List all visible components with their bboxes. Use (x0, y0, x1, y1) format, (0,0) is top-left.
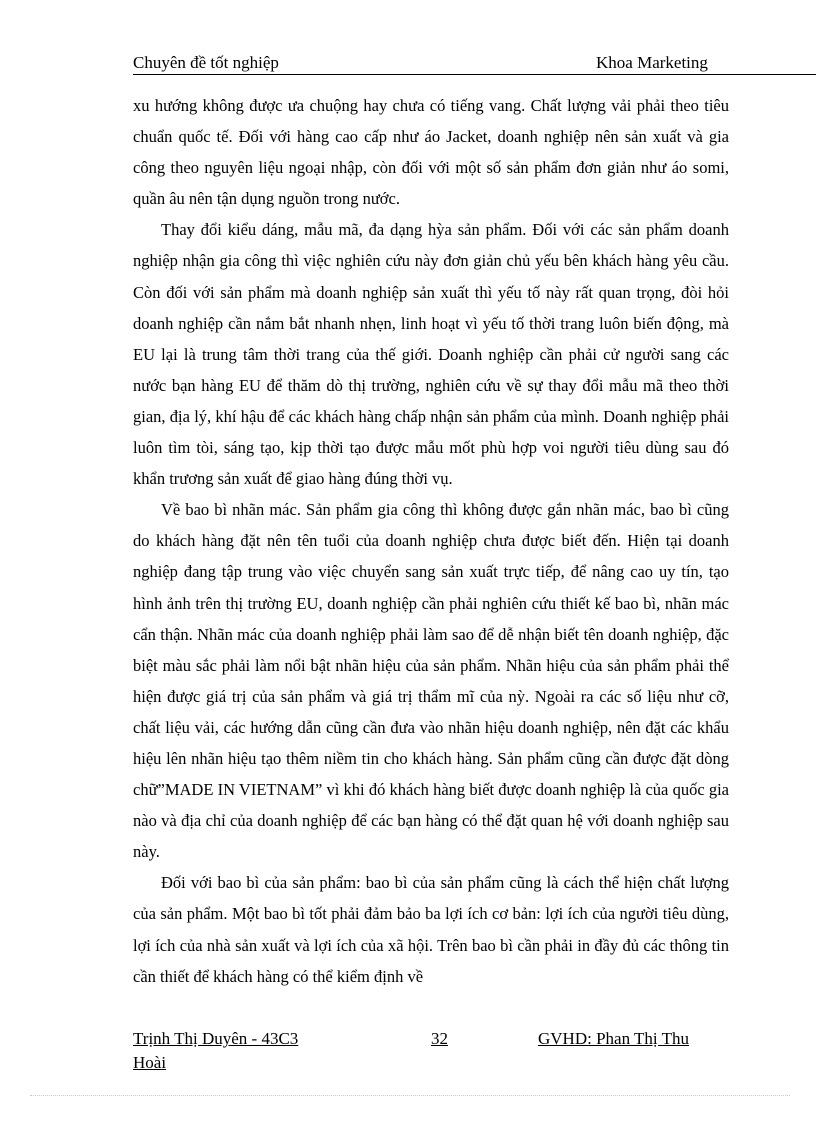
paragraph-4: Đối với bao bì của sản phẩm: bao bì của sản phẩm cũng là cách thể hiện chất lượng của sản phẩm. Một bao bì tốt phải đảm bảo ba lợi ích cơ bản: lợi ích của người tiêu dùng, lợi ích của nhà sản xuất và lợi ích của xã hội. Trên bao bì cần phải in đầy đủ các thông tin cần thiết để khách hàng có thể kiểm định về (133, 873, 729, 986)
page-number: 32 (431, 1029, 448, 1048)
header-left-text: Chuyên đề tốt nghiệp (133, 53, 279, 72)
page-boundary (30, 1095, 790, 1096)
body-text (133, 90, 729, 992)
paragraph-1: xu hướng không được ưa chuộng hay chưa có tiếng vang. Chất lượng vải phải theo tiêu chuẩn quốc tế. Đối với hàng cao cấp như áo Jacket, doanh nghiệp nên sản xuất và gia công theo nguyên liệu ngoại nhập, còn đối với một số sản phẩm đơn giản như áo somi, quần âu nên tận dụng nguồn trong nước. (133, 96, 729, 209)
footer-advisor: GVHD: Phan Thị Thu (538, 1029, 689, 1048)
header-right-text: Khoa Marketing (596, 53, 708, 72)
paragraph-2: Thay đổi kiểu dáng, mẫu mã, đa dạng hỳa sản phẩm. Đối với các sản phẩm doanh nghiệp nhận gia công thì việc nghiên cứu này đơn giản chủ yếu bên khách hàng yêu cầu. Còn đối với sản phẩm mà doanh nghiệp sản xuất thì yếu tố này rất quan trọng, đòi hỏi doanh nghiệp cần nắm bắt nhanh nhẹn, linh hoạt vì yếu tố thời trang luôn biến động, mà EU lại là trung tâm thời trang của thế giới. Doanh nghiệp cần phải cử người sang các nước bạn hàng EU để thăm dò thị trường, nghiên cứu về sự thay đổi mẫu mã theo thời gian, địa lý, khí hậu để các khách hàng chấp nhận sản phẩm của mình. Doanh nghiệp phải luôn tìm tòi, sáng tạo, kịp thời tạo được mẫu mốt phù hợp voi người tiêu dùng sau đó khẩn trương sản xuất để giao hàng đúng thời vụ. (133, 220, 729, 489)
footer-advisor-continued: Hoài (133, 1053, 167, 1072)
header-rule (133, 74, 816, 75)
footer-author: Trịnh Thị Duyên - 43C3 (133, 1029, 299, 1048)
paragraph-3: Về bao bì nhãn mác. Sản phẩm gia công thì không được gắn nhãn mác, bao bì cũng do khách hàng đặt nên tên tuổi của doanh nghiệp chưa được biết đến. Hiện tại doanh nghiệp đang tập trung vào việc chuyển sang sản xuất trực tiếp, để nâng cao uy tín, tạo hình ảnh trên thị trường EU, doanh nghiệp cần phải nghiên cứu thiết kế bao bì, nhãn mác cẩn thận. Nhãn mác của doanh nghiệp phải làm sao để dễ nhận biết tên doanh nghiệp, đặc biệt màu sắc phải làm nổi bật nhãn hiệu của sản phẩm. Nhãn hiệu của sản phẩm phải thể hiện được giá trị của sản phẩm và giá trị thẩm mĩ của nỳ. Ngoài ra các số liệu như cỡ, chất liệu vải, các hướng dẫn cũng cần đưa vào nhãn hiệu doanh nghiệp, nên đặt các khẩu hiệu lên nhãn hiệu tạo thêm niềm tin cho khách hàng. Sản phẩm cũng cần được đặt dòng chữ”MADE IN VIETNAM” vì khi đó khách hàng biết được doanh nghiệp là của quốc gia nào và địa chỉ của doanh nghiệp để các bạn hàng có thể đặt quan hệ với doanh nghiệp sau này. (133, 500, 729, 862)
